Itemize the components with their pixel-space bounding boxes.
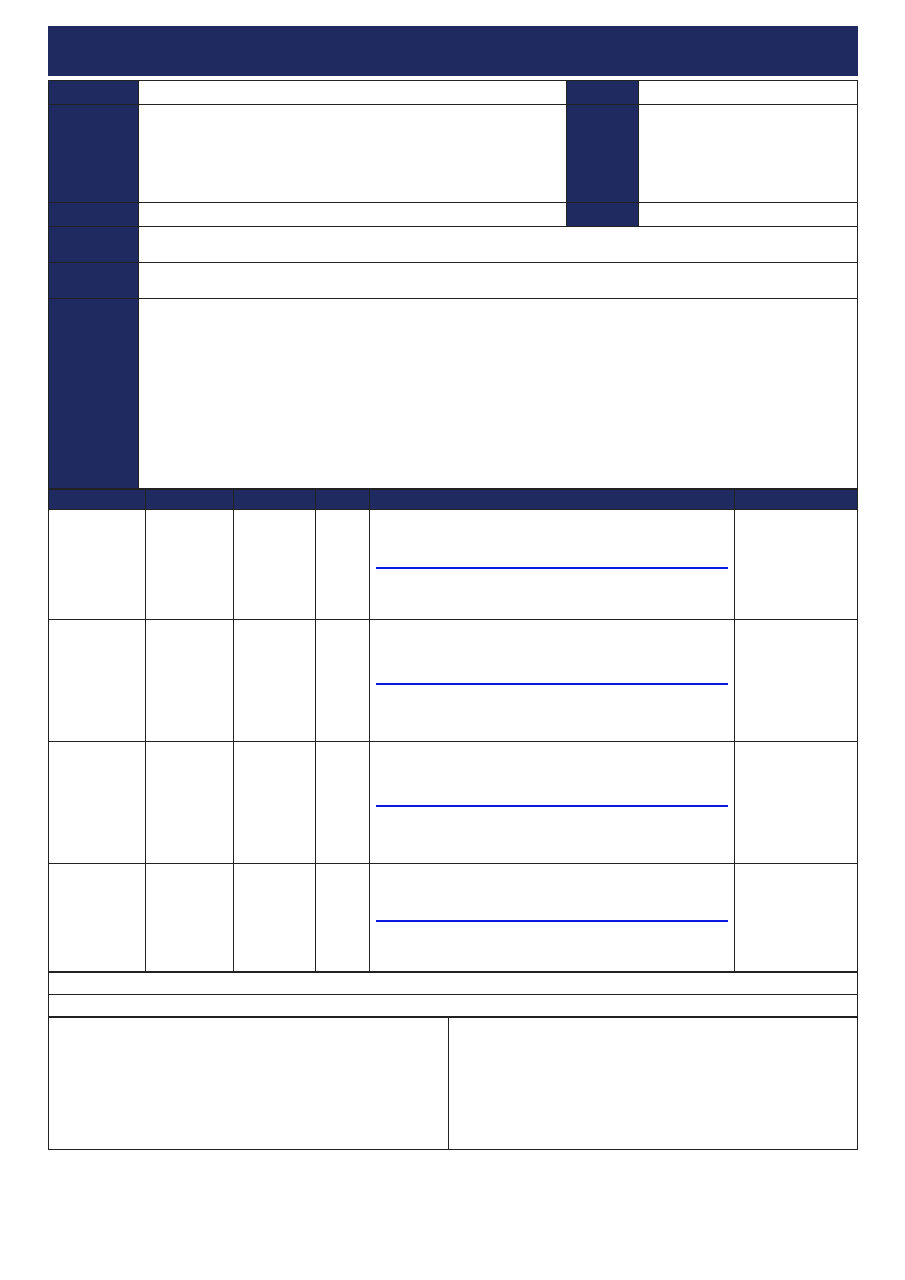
policy-notice [49, 995, 858, 1017]
day-details [370, 742, 735, 864]
page-title [48, 26, 858, 76]
notes-label [49, 299, 139, 489]
stay-label [567, 203, 639, 227]
period-label [49, 81, 139, 105]
day-meals [735, 742, 858, 864]
day-place [146, 620, 234, 742]
day-row [49, 742, 858, 864]
hotel-bar [376, 683, 728, 685]
day-details [370, 864, 735, 972]
schedule-table [48, 489, 858, 972]
schedule-header [49, 490, 858, 510]
header-details [370, 490, 735, 510]
header-meals [735, 490, 858, 510]
header-transport [234, 490, 316, 510]
day-transport [234, 864, 316, 972]
golf-courses [139, 203, 567, 227]
day-time [316, 864, 370, 972]
schedule-change-notice [49, 973, 858, 995]
stay-info [639, 203, 858, 227]
included-items [139, 227, 858, 263]
day-transport [234, 510, 316, 620]
hotel-bar [376, 567, 728, 569]
price-info [139, 105, 567, 203]
booking-notes [139, 299, 858, 489]
header-time [316, 490, 370, 510]
people-count [639, 81, 858, 105]
airline-label [567, 105, 639, 203]
special-terms [449, 1018, 858, 1150]
day-place [146, 510, 234, 620]
day-row [49, 864, 858, 972]
hotel-bar [376, 805, 728, 807]
excluded-label [49, 263, 139, 299]
footer-table [48, 972, 858, 1017]
itinerary-sheet [48, 26, 858, 1150]
cancellation-box [48, 1017, 858, 1150]
golf-label [49, 203, 139, 227]
day-cell [49, 864, 146, 972]
day-transport [234, 742, 316, 864]
day-cell [49, 620, 146, 742]
day-meals [735, 510, 858, 620]
day-transport [234, 620, 316, 742]
cancellation-policy [49, 1018, 449, 1150]
excluded-items [139, 263, 858, 299]
included-label [49, 227, 139, 263]
people-label [567, 81, 639, 105]
day-cell [49, 742, 146, 864]
day-details [370, 620, 735, 742]
hotel-bar [376, 920, 728, 922]
day-time [316, 620, 370, 742]
day-time [316, 510, 370, 620]
day-row [49, 510, 858, 620]
day-details [370, 510, 735, 620]
day-cell [49, 510, 146, 620]
header-place [146, 490, 234, 510]
day-place [146, 742, 234, 864]
day-meals [735, 864, 858, 972]
info-table [48, 80, 858, 489]
travel-period [139, 81, 567, 105]
day-time [316, 742, 370, 864]
price-label [49, 105, 139, 203]
day-meals [735, 620, 858, 742]
airline-info [639, 105, 858, 203]
header-date [49, 490, 146, 510]
day-row [49, 620, 858, 742]
day-place [146, 864, 234, 972]
